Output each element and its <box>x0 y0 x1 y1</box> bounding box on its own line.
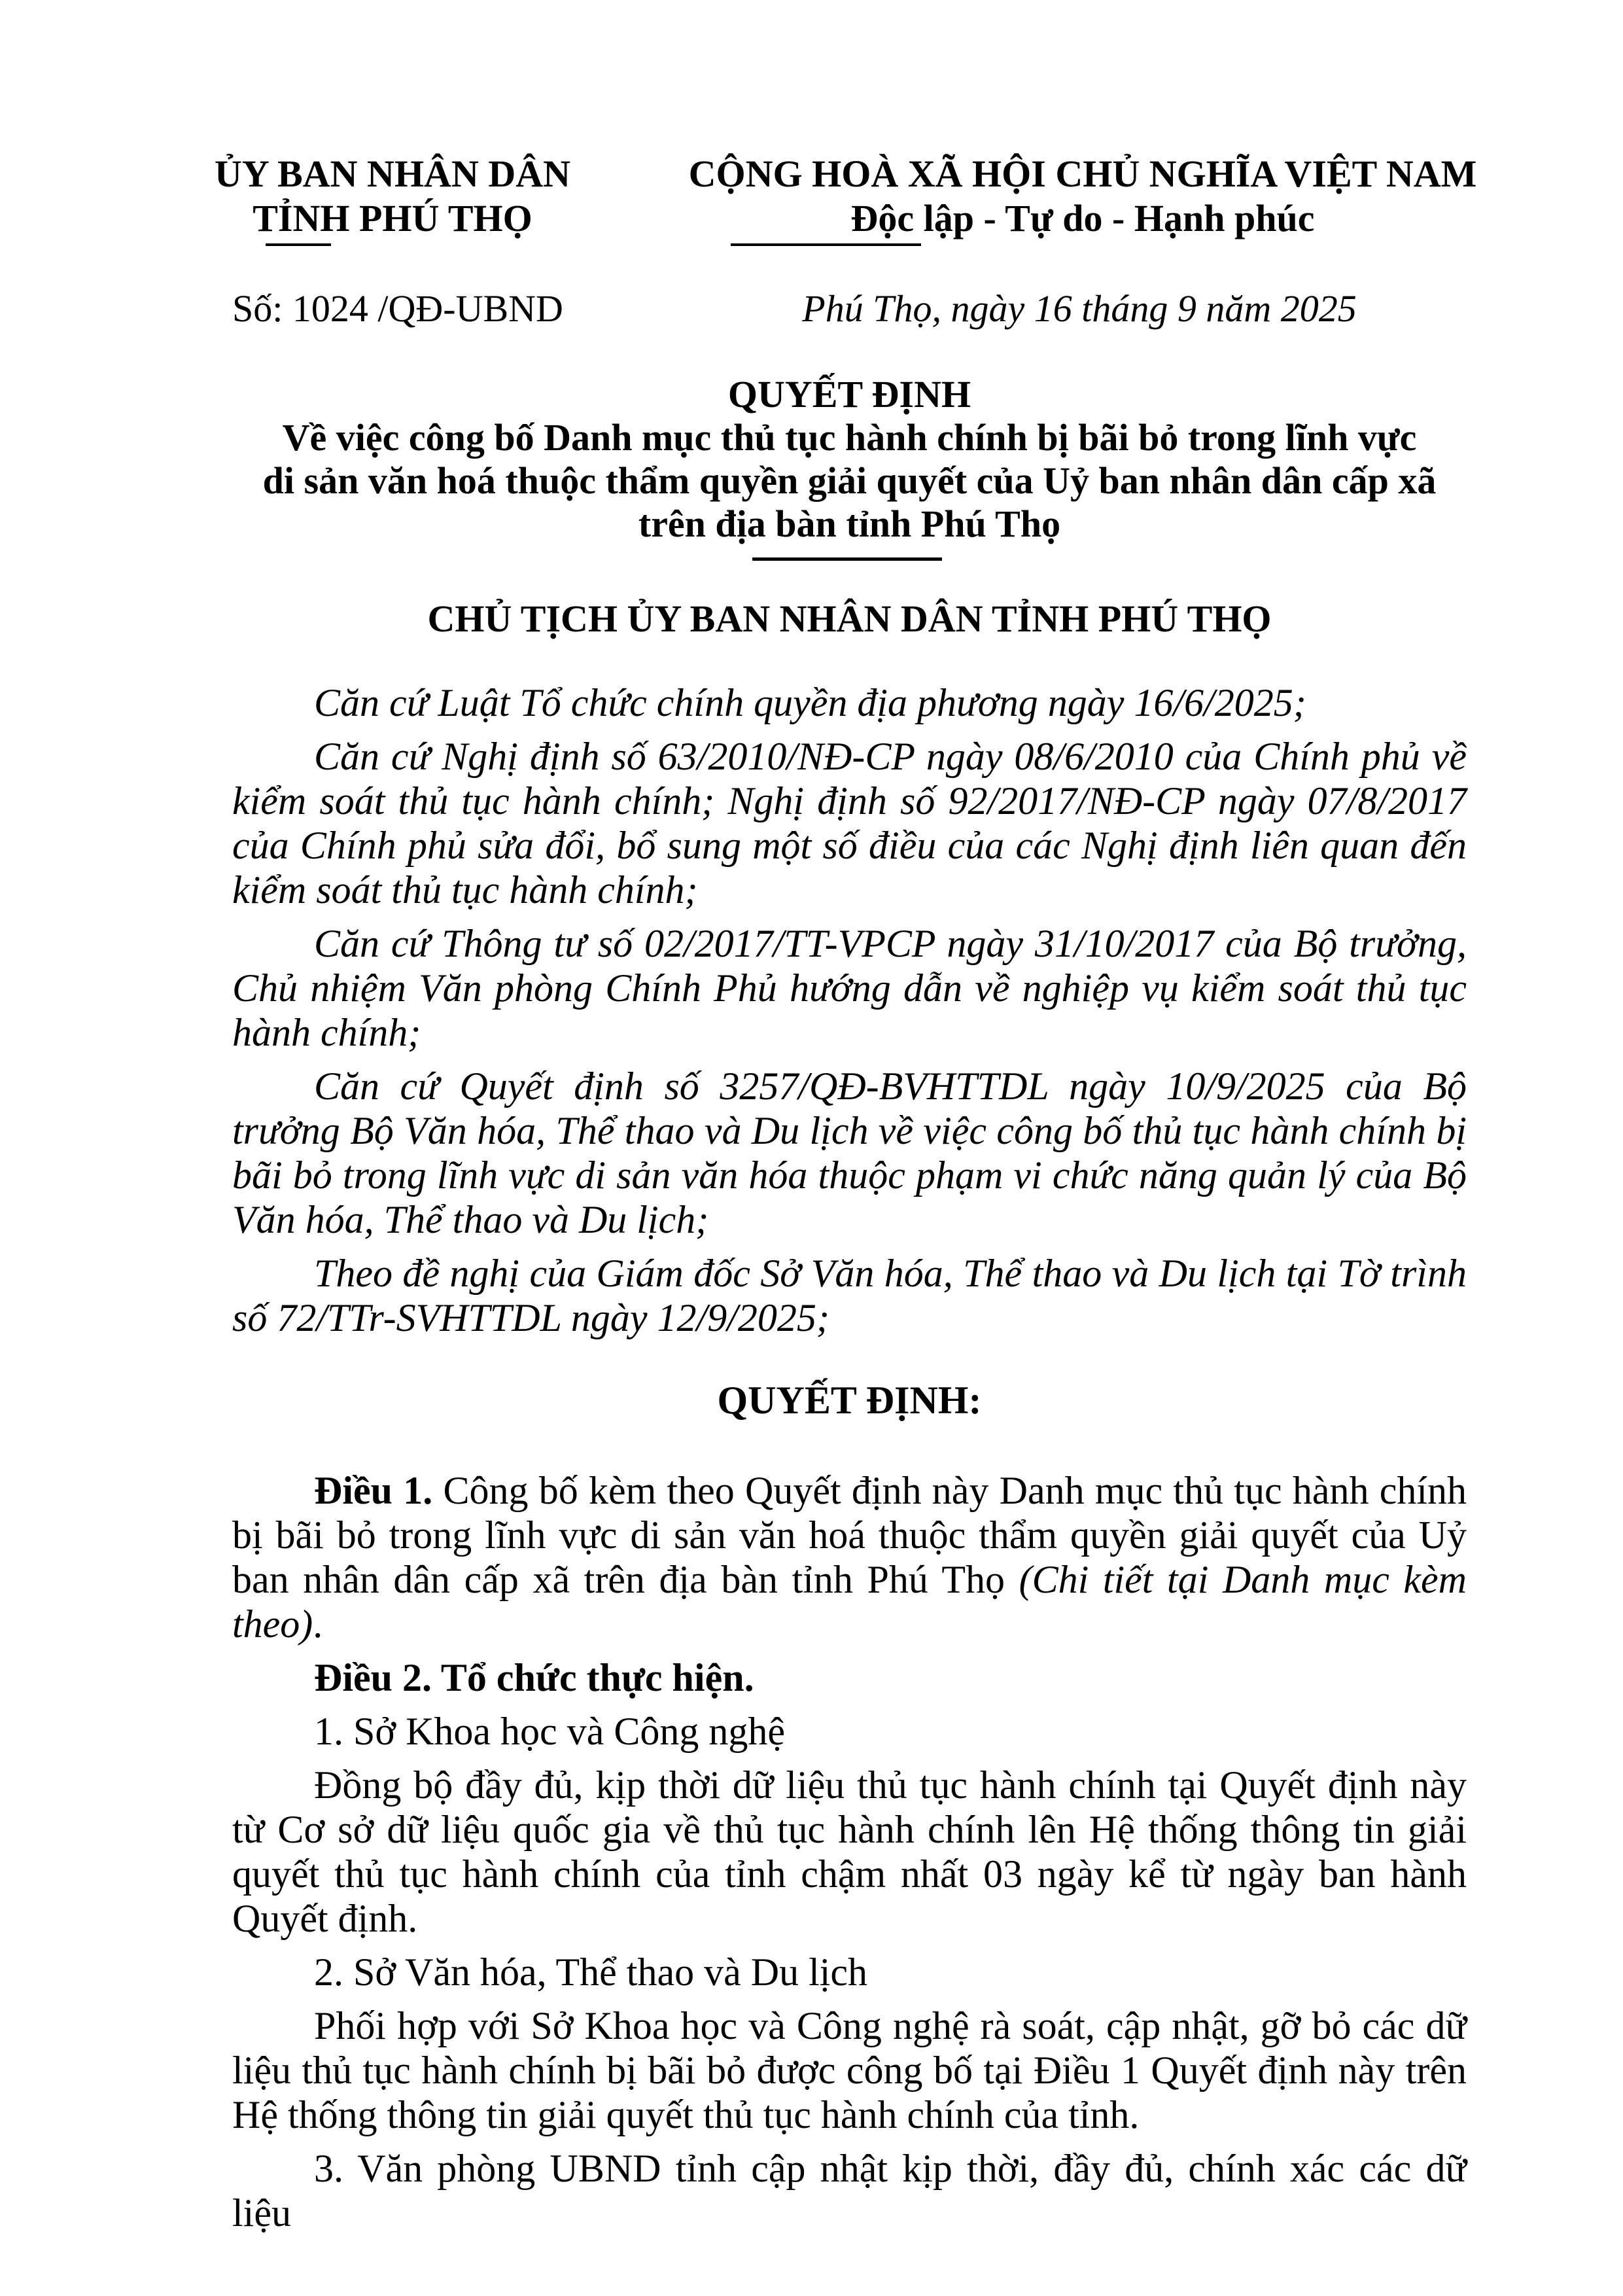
national-motto <box>661 152 1505 241</box>
article-1-label: Điều 1. <box>314 1469 433 1512</box>
issuing-authority <box>196 152 589 241</box>
article-2-item-title: 2. Sở Văn hóa, Thể thao và Du lịch <box>314 1951 868 1994</box>
title-subject-line2: di sản văn hoá thuộc thẩm quyền giải quyết của Uỷ ban nhân dân cấp xã <box>262 459 1437 502</box>
place-and-date: Phú Thọ, ngày 16 tháng 9 năm 2025 <box>802 287 1357 330</box>
motto: Độc lập - Tự do - Hạnh phúc <box>850 197 1315 239</box>
document-title <box>232 373 1467 546</box>
document-number: Số: 1024 /QĐ-UBND <box>232 287 563 330</box>
article-2-item-text: Phối hợp với Sở Khoa học và Công nghệ rà soát, cập nhật, gỡ bỏ các dữ liệu thủ tục hành chính bị bãi bỏ được công bố tại Điều 1 Quyết định này trên Hệ thống thông tin giải quyết thủ tục hành chính của tỉnh. <box>232 2004 1467 2136</box>
motto-underline <box>731 243 921 246</box>
article-1 <box>232 1468 1467 1646</box>
signing-authority-heading: CHỦ TỊCH ỦY BAN NHÂN DÂN TỈNH PHÚ THỌ <box>427 597 1272 640</box>
article-2-heading: Điều 2. Tổ chức thực hiện. <box>314 1656 754 1699</box>
article-2-item-title: 1. Sở Khoa học và Công nghệ <box>314 1710 785 1753</box>
article-1-end: . <box>313 1602 323 1646</box>
title-subject-line3: trên địa bàn tỉnh Phú Thọ <box>638 503 1061 545</box>
preamble-item: Căn cứ Thông tư số 02/2017/TT-VPCP ngày 31/10/2017 của Bộ trưởng, Chủ nhiệm Văn phòng Chính Phủ hướng dẫn về nghiệp vụ kiểm soát thủ tục hành chính; <box>232 922 1467 1054</box>
country-name: CỘNG HOÀ XÃ HỘI CHỦ NGHĨA VIỆT NAM <box>688 152 1477 195</box>
preamble-item: Căn cứ Nghị định số 63/2010/NĐ-CP ngày 08/6/2010 của Chính phủ về kiểm soát thủ tục hành chính; Nghị định số 92/2017/NĐ-CP ngày 07/8/2017 của Chính phủ sửa đổi, bổ sung một số điều của các Nghị định liên quan đến kiểm soát thủ tục hành chính; <box>232 735 1467 911</box>
issuing-authority-line1: ỦY BAN NHÂN DÂN <box>214 152 570 195</box>
title-subject-line1: Về việc công bố Danh mục thủ tục hành chính bị bãi bỏ trong lĩnh vực <box>282 416 1417 459</box>
preamble-item: Căn cứ Quyết định số 3257/QĐ-BVHTTDL ngày 10/9/2025 của Bộ trưởng Bộ Văn hóa, Thể thao và Du lịch về việc công bố thủ tục hành chính bị bãi bỏ trong lĩnh vực di sản văn hóa thuộc phạm vi chức năng quản lý của Bộ Văn hóa, Thể thao và Du lịch; <box>232 1065 1467 1241</box>
header-left-underline <box>266 243 331 246</box>
title-heading: QUYẾT ĐỊNH <box>727 373 971 415</box>
issuing-authority-line2: TỈNH PHÚ THỌ <box>253 197 532 239</box>
article-2-item-title: 3. Văn phòng UBND tỉnh cập nhật kịp thời, đầy đủ, chính xác các dữ liệu <box>232 2147 1467 2234</box>
title-underline <box>752 557 942 561</box>
preamble-item: Căn cứ Luật Tổ chức chính quyền địa phương ngày 16/6/2025; <box>314 681 1306 724</box>
article-1-note: (Chi tiết tại Danh mục kèm theo) <box>232 1558 1467 1646</box>
preamble-item: Theo đề nghị của Giám đốc Sở Văn hóa, Thể thao và Du lịch tại Tờ trình số 72/TTr-SVHTTDL ngày 12/9/2025; <box>232 1252 1467 1339</box>
article-2-item-text: Đồng bộ đầy đủ, kịp thời dữ liệu thủ tục hành chính tại Quyết định này từ Cơ sở dữ liệu quốc gia về thủ tục hành chính lên Hệ thống thông tin giải quyết thủ tục hành chính của tỉnh chậm nhất 03 ngày kể từ ngày ban hành Quyết định. <box>232 1763 1467 1940</box>
decision-heading: QUYẾT ĐỊNH: <box>717 1379 982 1422</box>
document-body <box>232 680 1467 2244</box>
article-1-text: Công bố kèm theo Quyết định này Danh mục thủ tục hành chính bị bãi bỏ trong lĩnh vực di sản văn hoá thuộc thẩm quyền giải quyết của Uỷ ban nhân dân cấp xã trên địa bàn tỉnh Phú Thọ <box>232 1469 1467 1601</box>
